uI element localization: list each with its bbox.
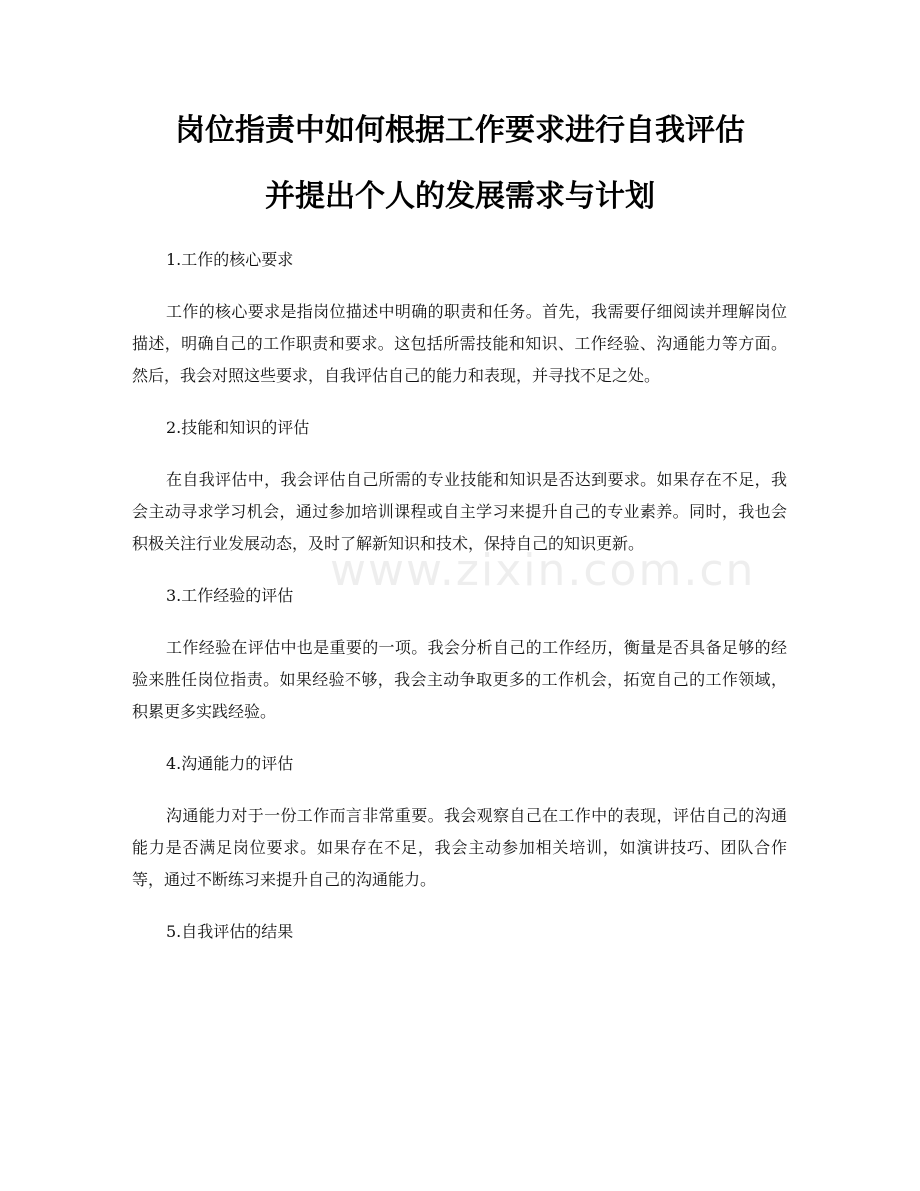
document-title (100, 98, 820, 230)
title-line-2: 并提出个人的发展需求与计划 (265, 179, 655, 214)
section-body-3: 工作经验在评估中也是重要的一项。我会分析自己的工作经历，衡量是否具备足够的经验来胜任岗位指责。如果经验不够，我会主动争取更多的工作机会，拓宽自己的工作领域，积累更多实践经验。 (132, 638, 787, 721)
section-heading-3: 3.工作经验的评估 (166, 586, 294, 605)
section-heading-5: 5.自我评估的结果 (166, 922, 294, 941)
section-body-1: 工作的核心要求是指岗位描述中明确的职责和任务。首先，我需要仔细阅读并理解岗位描述，明确自己的工作职责和要求。这包括所需技能和知识、工作经验、沟通能力等方面。然后，我会对照这些要求，自我评估自己的能力和表现，并寻找不足之处。 (132, 302, 787, 385)
section-body-4: 沟通能力对于一份工作而言非常重要。我会观察自己在工作中的表现，评估自己的沟通能力是否满足岗位要求。如果存在不足，我会主动参加相关培训，如演讲技巧、团队合作等，通过不断练习来提升自己的沟通能力。 (132, 806, 787, 889)
watermark: www.zixin.com.cn (330, 545, 756, 596)
section-body-2: 在自我评估中，我会评估自己所需的专业技能和知识是否达到要求。如果存在不足，我会主动寻求学习机会，通过参加培训课程或自主学习来提升自己的专业素养。同时，我也会积极关注行业发展动态，及时了解新知识和技术，保持自己的知识更新。 (132, 470, 787, 553)
section-heading-4: 4.沟通能力的评估 (166, 754, 294, 773)
section-heading-2: 2.技能和知识的评估 (166, 418, 310, 437)
title-line-1: 岗位指责中如何根据工作要求进行自我评估 (175, 113, 745, 148)
section-heading-1: 1.工作的核心要求 (166, 250, 294, 269)
document-body (132, 244, 787, 968)
